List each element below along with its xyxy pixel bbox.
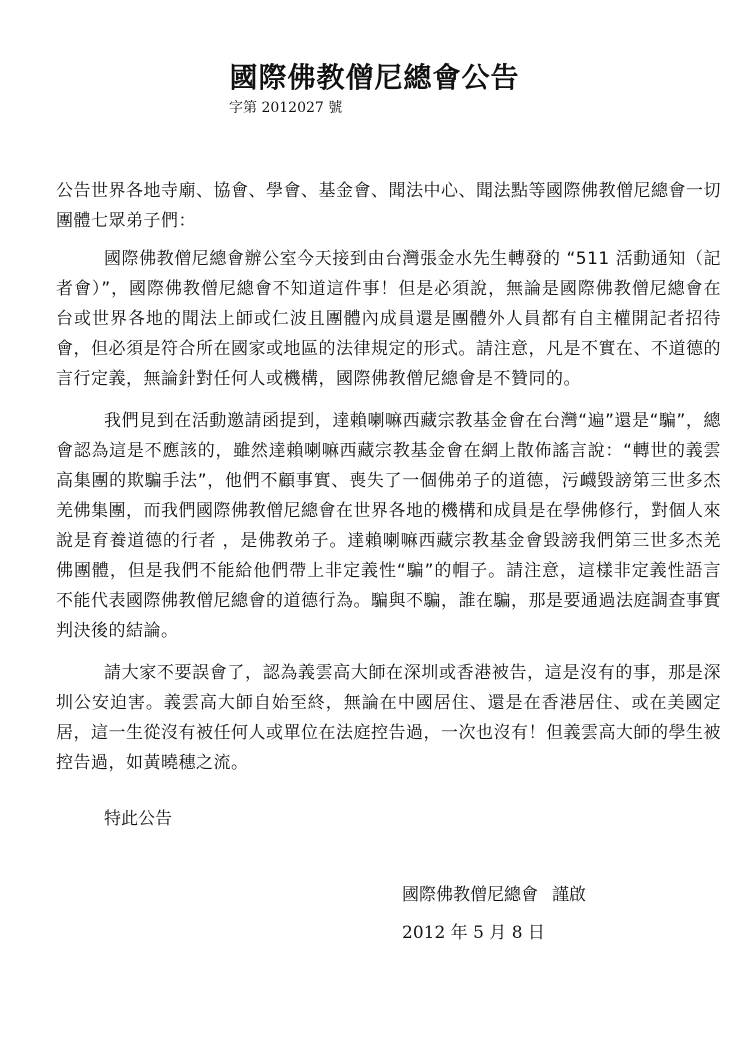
signature-block (402, 880, 586, 905)
body-paragraph-2: 我們見到在活動邀請函提到，達賴喇嘛西藏宗教基金會在台灣“遍”還是“騙”，總會認為這是不應該的，雖然達賴喇嘛西藏宗教基金會在網上散佈謠言說：“轉世的義雲高集團的欺騙手法”，他們不顧事實、喪失了一個佛弟子的道德，污衊毀謗第三世多杰羌佛集團，而我們國際佛教僧尼總會在世界各地的機構和成員是在學佛修行，對個人來說是育養道德的行者 ，是佛教弟子。達賴喇嘛西藏宗教基金會毀謗我們第三世多杰羌佛團體，但是我們不能給他們帶上非定義性“騙”的帽子。請注意，這樣非定義性語言不能代表國際佛教僧尼總會的道德行為。騙與不騙，誰在騙，那是要通過法庭調查事實判決後的結論。 (56, 411, 721, 641)
closing-line: 特此公告 (104, 809, 172, 829)
greeting-paragraph: 公告世界各地寺廟、協會、學會、基金會、聞法中心、聞法點等國際佛教僧尼總會一切團體七眾弟子們： (56, 181, 721, 231)
signature-org: 國際佛教僧尼總會 (402, 885, 538, 905)
signature-respect: 謹啟 (552, 885, 586, 905)
document-body (56, 176, 721, 790)
body-paragraph-3: 請大家不要誤會了，認為義雲高大師在深圳或香港被告，這是沒有的事，那是深圳公安迫害。義雲高大師自始至終，無論在中國居住、還是在香港居住、或在美國定居，這一生從沒有被任何人或單位在法庭控告過，一次也沒有！但義雲高大師的學生被控告過，如黃曉穗之流。 (56, 663, 721, 773)
body-paragraph-1: 國際佛教僧尼總會辦公室今天接到由台灣張金水先生轉發的 “511 活動通知（記者會）”，國際佛教僧尼總會不知道這件事！但是必須說，無論是國際佛教僧尼總會在台或世界各地的聞法上師或仁波且團體內成員還是團體外人員都有自主權開記者招待會，但必須是符合所在國家或地區的法律規定的形式。請注意，凡是不實在、不道德的言行定義，無論針對任何人或機構，國際佛教僧尼總會是不贊同的。 (56, 249, 721, 389)
document-title: 國際佛教僧尼總會公告 (229, 61, 520, 94)
document-number: 字第 2012027 號 (229, 100, 343, 116)
signature-date: 2012 年 5 月 8 日 (402, 923, 545, 943)
